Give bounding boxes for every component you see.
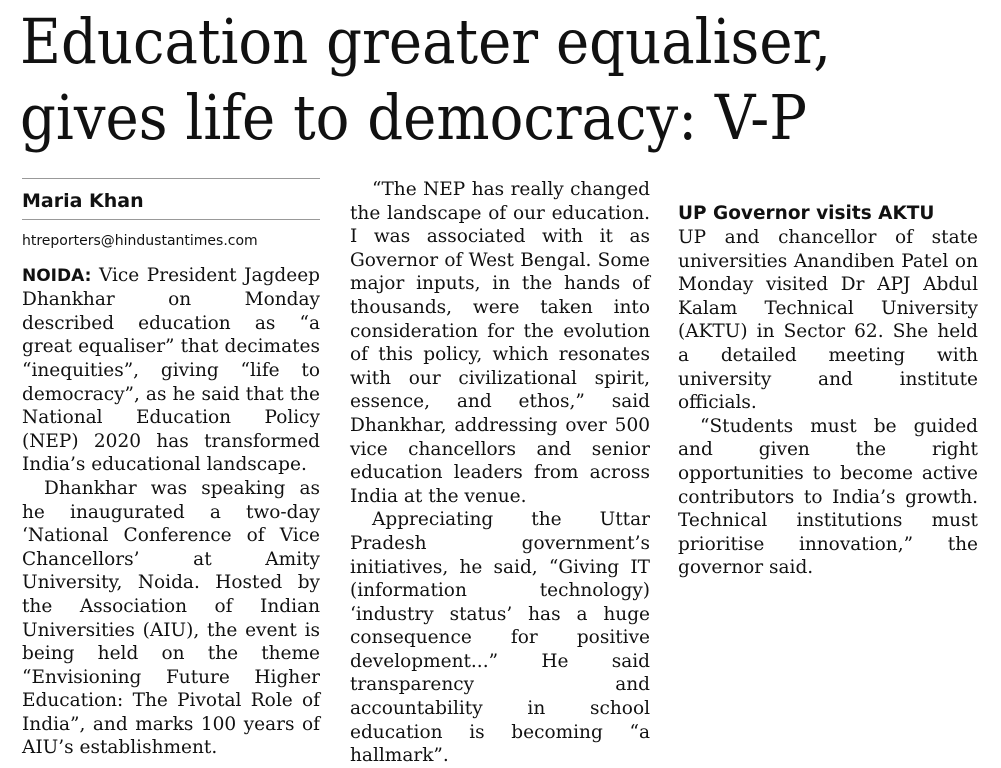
- article-paragraph-6: “Students must be guided and given the right opportunities to become active contributors to India’s growth. Technical institutions must prioritise innovation,” the governor said.: [678, 415, 978, 579]
- headline-line-2: gives life to democracy: V-P: [20, 81, 808, 154]
- article-paragraph-5: UP and chancellor of state universities Anandiben Patel on Monday visited Dr APJ Abdul Kalam Technical University (AKTU) in Sector 62. She held a detailed meeting with university and institute officials.: [678, 227, 978, 414]
- article-paragraph-2: Dhankhar was speaking as he inaugurated a two-day ‘National Conference of Vice Chancellors’ at Amity University, Noida. Hosted by the Association of Indian Universities (AIU), the event is being held on the theme “Envisioning Future Higher Education: The Pivotal Role of India”, and marks 100 years of AIU’s establishment.: [22, 477, 320, 759]
- article-paragraph-1: [22, 264, 320, 477]
- column-2: [350, 178, 650, 768]
- column-3: [678, 178, 978, 580]
- headline-line-1: Education greater equaliser,: [20, 5, 832, 78]
- subhead: UP Governor visits AKTU: [678, 203, 935, 224]
- article-paragraph-3: “The NEP has really changed the landscape of our education. I was associated with it as Governor of West Bengal. Some major inputs, in the hands of thousands, were taken into consideration for the evolution of this policy, which resonates with our civilizational spirit, essence, and ethos,” said Dhankhar, addressing over 500 vice chancellors and senior education leaders from across India at the venue.: [350, 179, 650, 507]
- column-1: [22, 178, 320, 759]
- byline-email: htreporters@hindustantimes.com: [22, 233, 258, 249]
- headline: [20, 4, 902, 156]
- article-paragraph-4: Appreciating the Uttar Pradesh government’s initiatives, he said, “Giving IT (information technology) ‘industry status’ has a huge consequence for positive development...” He said transparency and accountability in school education is becoming “a hallmark”.: [350, 509, 650, 767]
- byline-author: Maria Khan: [22, 190, 144, 212]
- paragraph-1-text: Vice President Jagdeep Dhankhar on Monday described education as “a great equaliser” that decimates “inequities”, giving “life to democracy”, as he said that the National Education Policy (NEP) 2020 has transformed India’s educational landscape.: [22, 264, 320, 476]
- dateline: NOIDA:: [22, 265, 92, 286]
